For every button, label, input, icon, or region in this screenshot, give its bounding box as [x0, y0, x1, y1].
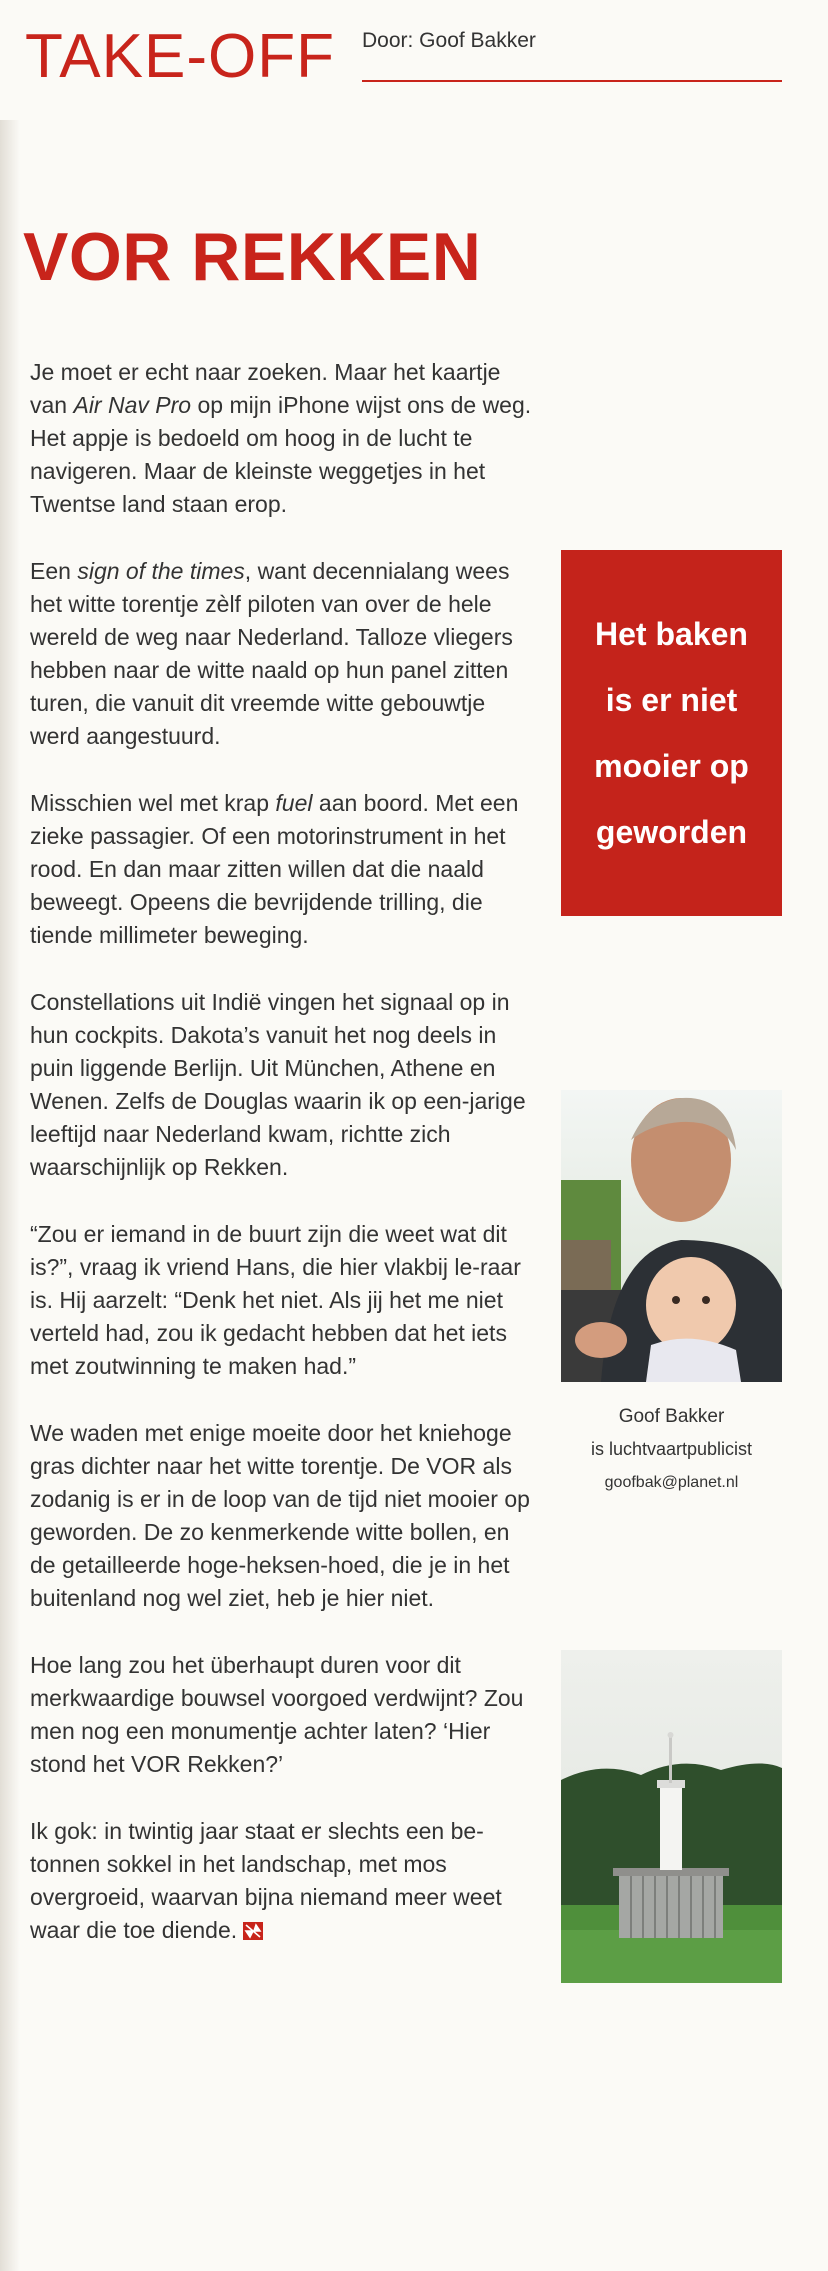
text-run: Een: [30, 558, 78, 584]
article-paragraph: [30, 555, 535, 753]
italic-phrase: Air Nav Pro: [73, 392, 192, 418]
pull-quote-text: [594, 601, 749, 865]
author-role: is luchtvaartpublicist: [590, 1439, 753, 1459]
text-run: Hoe lang zou het überhaupt duren voor dit merkwaardige bouwsel voorgoed verdwijnt? Zou men nog een monumentje achter laten? ‘Hier stond het VOR Rekken?’: [30, 1652, 524, 1777]
section-title: TAKE-OFF: [25, 22, 335, 91]
page-gutter-shadow: [0, 120, 20, 2271]
text-run: Je moet er echt naar zoeken. Maar het kaartje van: [30, 359, 501, 418]
article-body: [30, 356, 535, 1981]
text-run: aan boord. Met een zieke passagier. Of een motorinstrument in het rood. En dan maar zitten willen dat die naald beweegt. Opeens die bevrijdende trilling, die tiende millimeter beweging.: [30, 790, 519, 948]
article-paragraph: [30, 787, 535, 952]
pull-quote-line: is er niet: [605, 682, 738, 718]
text-run: We waden met enige moeite door het kniehoge gras dichter naar het witte torentje. De VOR als zodanig is er in de loop van de tijd niet mooier op geworden. De zo kenmerkende witte bollen, en de getailleerde hoge-heksen-hoed, die je in het buitenland nog wel ziet, heb je hier niet.: [30, 1420, 530, 1611]
article-paragraph: [30, 356, 535, 521]
byline-rule: [362, 80, 782, 82]
author-email: goofbak@planet.nl: [604, 1474, 739, 1491]
text-run: Misschien wel met krap: [30, 790, 276, 816]
airplane-end-icon: [243, 1922, 263, 1940]
pull-quote-line: Het baken: [595, 616, 748, 652]
author-photo: [561, 1090, 782, 1382]
text-run: op mijn iPhone wijst ons de weg. Het appje is bedoeld om hoog in de lucht te navigeren. Maar de kleinste weggetjes in het Twentse land staan erop.: [30, 392, 532, 517]
pull-quote-line: geworden: [595, 814, 748, 850]
author-name: Goof Bakker: [618, 1406, 725, 1427]
article-headline: VOR REKKEN: [23, 219, 482, 295]
pull-quote-line: mooier op: [594, 748, 749, 784]
article-paragraph: [30, 1417, 535, 1615]
article-paragraph: [30, 986, 535, 1184]
article-paragraph: [30, 1815, 535, 1947]
article-paragraph: [30, 1649, 535, 1781]
byline: Door: Goof Bakker: [362, 29, 536, 52]
article-paragraph: [30, 1218, 535, 1383]
vor-station-photo: [561, 1650, 782, 1983]
pull-quote: [561, 550, 782, 916]
text-run: , want decennialang wees het witte torentje zèlf piloten van over de hele wereld de weg naar Nederland. Talloze vliegers hebben naar de witte naald op hun panel zitten turen, die vanuit dit vreemde witte gebouwtje werd aangestuurd.: [30, 558, 513, 749]
text-run: Constellations uit Indië vingen het signaal op in hun cockpits. Dakota’s vanuit het nog deels in puin liggende Berlijn. Uit München, Athene en Wenen. Zelfs de Douglas waarin ik op een-jarige leeftijd naar Nederland kwam, richtte zich waarschijnlijk op Rekken.: [30, 989, 526, 1180]
text-run: “Zou er iemand in de buurt zijn die weet wat dit is?”, vraag ik vriend Hans, die hier vlakbij le-raar is. Hij aarzelt: “Denk het niet. Als jij het me niet verteld had, zou ik gedacht hebben dat het iets met zoutwinning te maken had.”: [30, 1221, 521, 1379]
author-caption: [561, 1400, 782, 1499]
italic-phrase: sign of the times: [77, 558, 245, 584]
italic-phrase: fuel: [275, 790, 313, 816]
text-run: Ik gok: in twintig jaar staat er slechts een be-tonnen sokkel in het landschap, met mos overgroeid, waarvan bijna niemand meer weet waar die toe diende.: [30, 1818, 502, 1943]
